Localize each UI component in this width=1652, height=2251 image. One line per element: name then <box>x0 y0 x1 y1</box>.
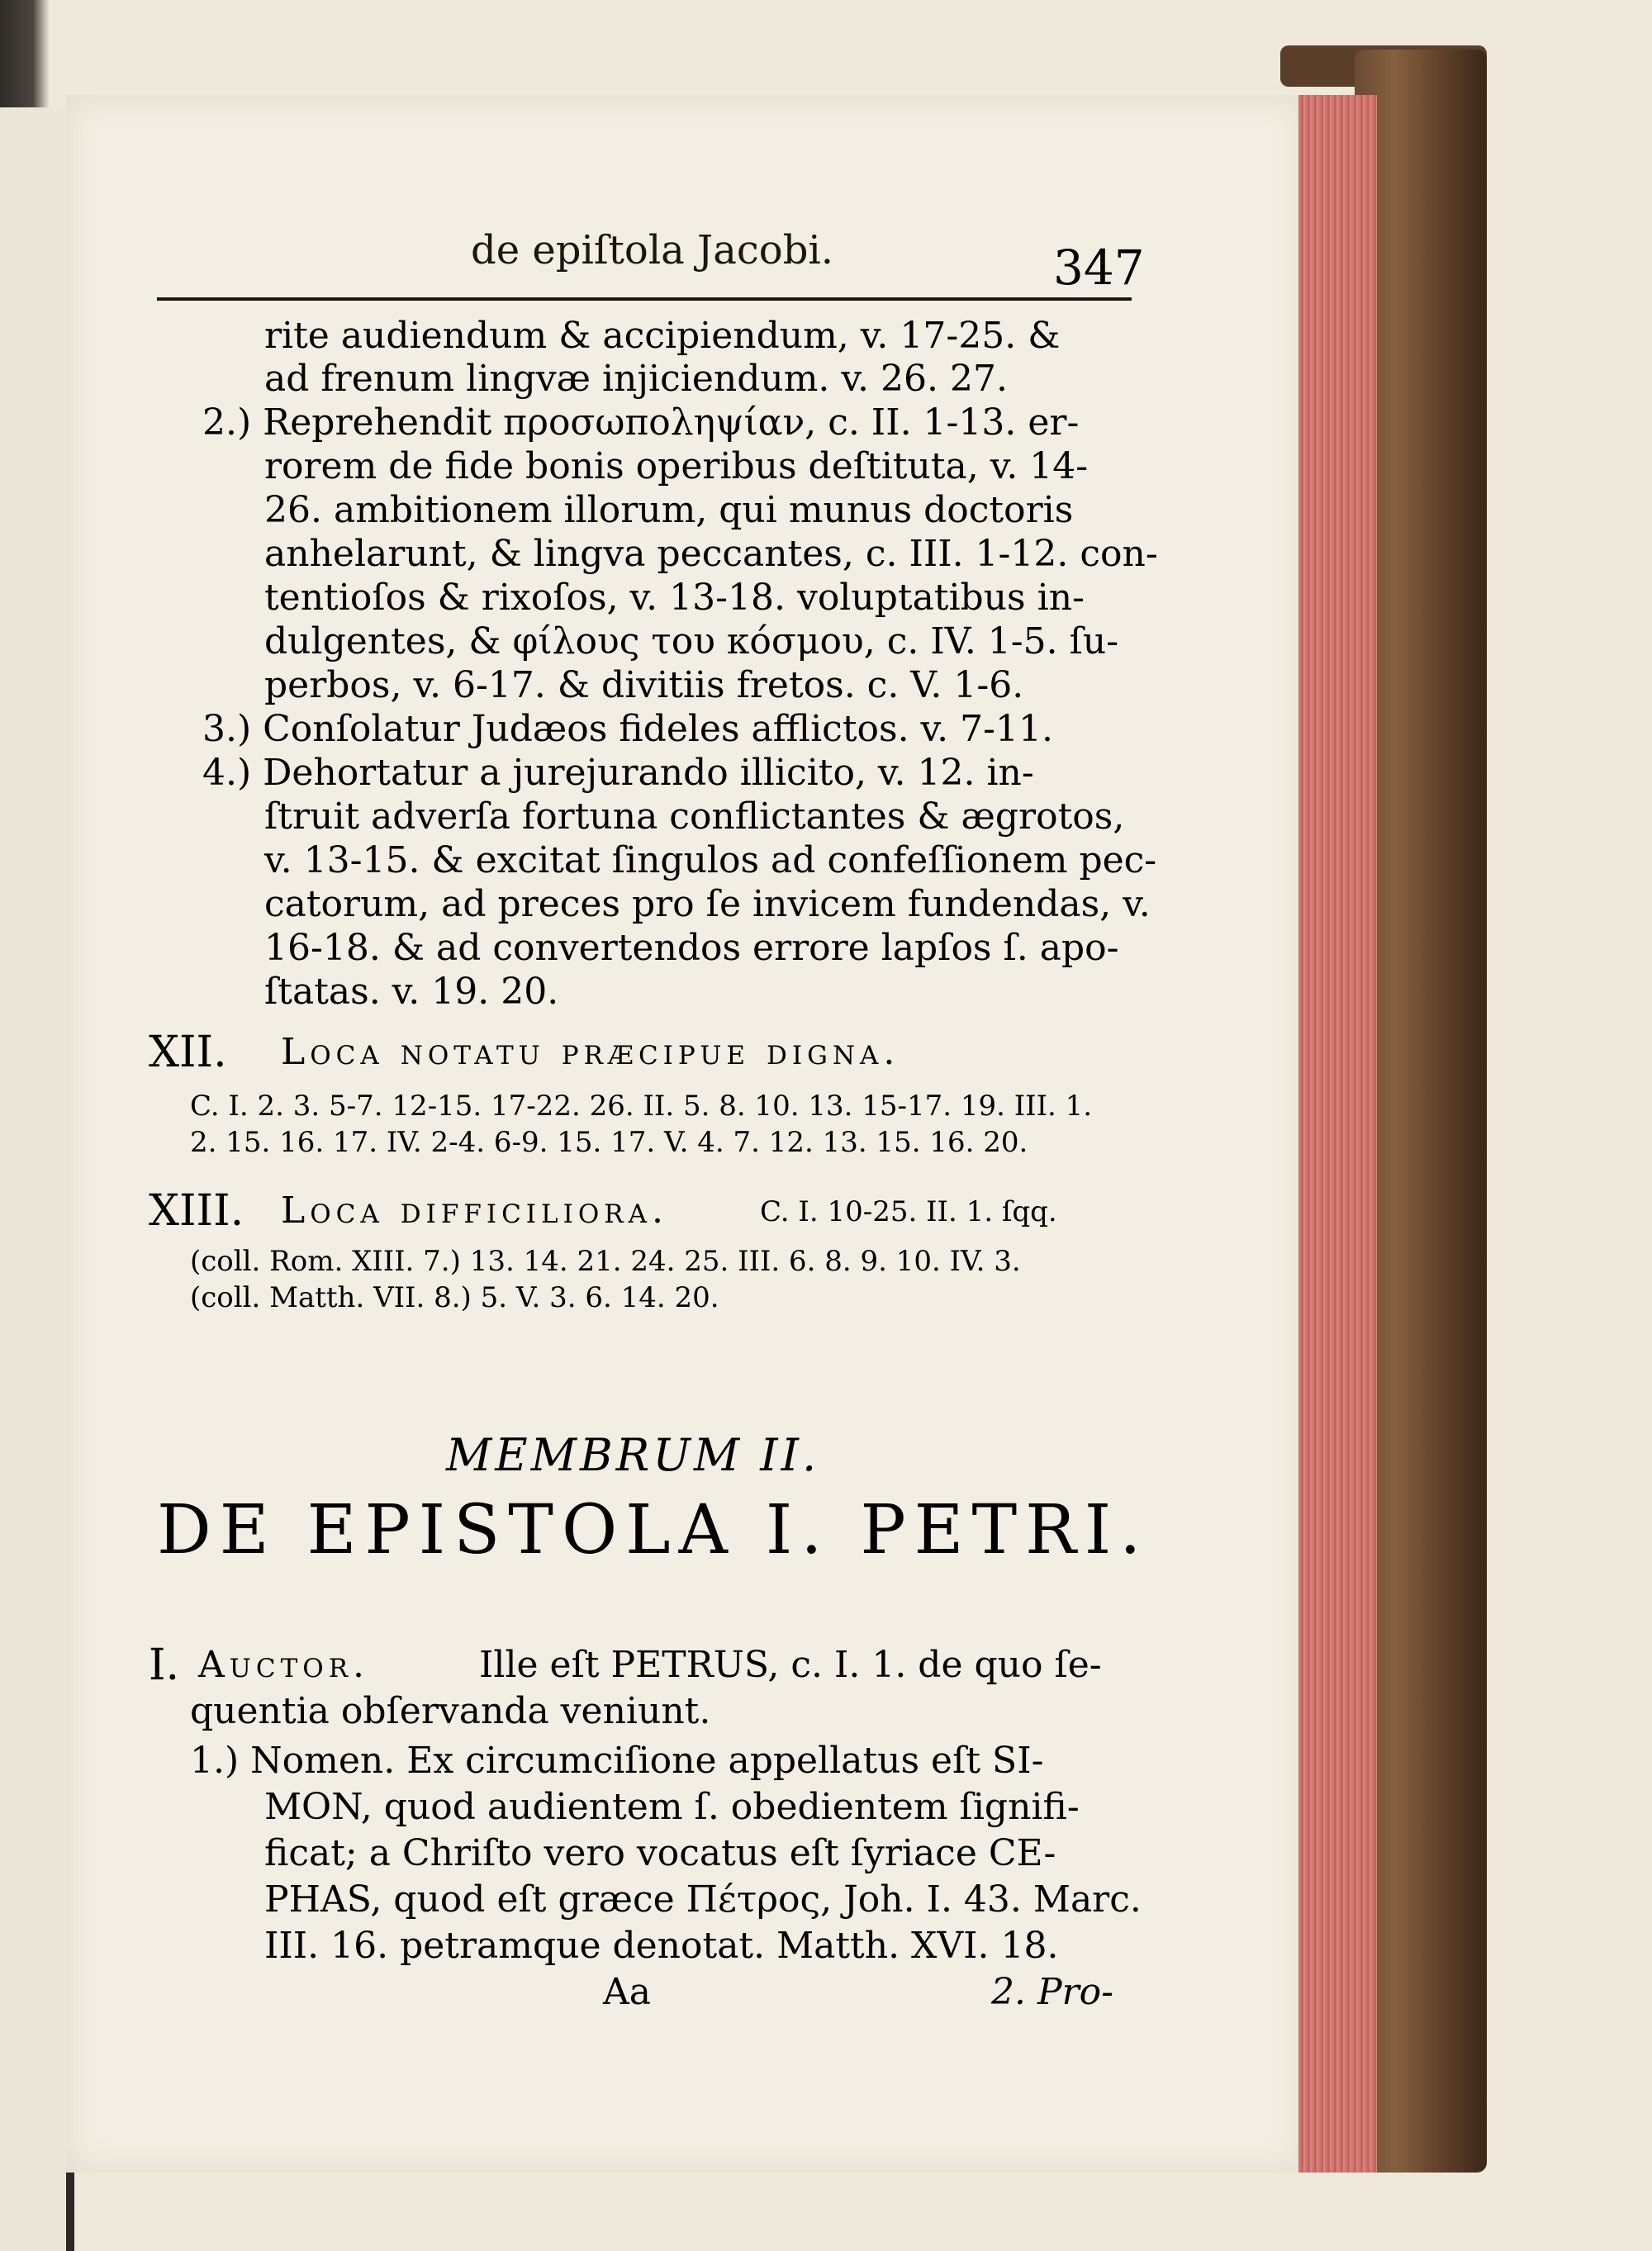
body-line: tentioſos & rixoſos, v. 13-18. voluptatibus in- <box>264 577 1085 619</box>
membrum-heading: MEMBRUM II. <box>446 1429 820 1481</box>
body-line: MON, quod audientem ſ. obedientem ſignifi- <box>264 1786 1080 1828</box>
red-page-edge <box>1298 95 1377 2173</box>
page-number: 347 <box>1053 240 1145 296</box>
body-line: ſtruit adverſa fortuna conflictantes & ægrotos, <box>264 795 1125 838</box>
section-numeral: XII. <box>149 1028 227 1077</box>
section-heading: Auctor. <box>198 1644 370 1686</box>
body-line: ad frenum lingvæ injiciendum. v. 26. 27. <box>264 358 1008 400</box>
section-numeral: XIII. <box>149 1186 244 1236</box>
body-line: PHAS, quod eſt græce Πέτρος, Joh. I. 43. Marc. <box>264 1878 1142 1921</box>
body-line: ficat; a Chriſto vero vocatus eſt ſyriace CE- <box>264 1832 1056 1874</box>
body-line: anhelarunt, & lingva peccantes, c. III. 1-12. con- <box>264 533 1158 575</box>
body-line: Ille eſt PETRUS, c. I. 1. de quo ſe- <box>479 1644 1102 1686</box>
running-head: de epiſtola Jacobi. <box>471 227 834 273</box>
body-line: 1.) Nomen. Ex circumciſione appellatus eſt SI- <box>190 1740 1044 1782</box>
head-rule <box>157 297 1132 301</box>
body-line: 16-18. & ad convertendos errore lapſos ſ. apo- <box>264 927 1119 969</box>
catchword: 2. Pro- <box>991 1971 1113 2013</box>
reference-line: 2. 15. 16. 17. IV. 2-4. 6-9. 15. 17. V. 4. 7. 12. 13. 15. 16. 20. <box>190 1126 1028 1159</box>
body-line: 3.) Conſolatur Judæos fideles afflictos. v. 7-11. <box>202 708 1053 750</box>
body-line: rorem de fide bonis operibus deſtituta, v. 14- <box>264 445 1089 487</box>
body-line: rite audiendum & accipiendum, v. 17-25. & <box>264 315 1061 357</box>
section-numeral: I. <box>149 1641 180 1690</box>
section-heading: Loca difficiliora. <box>281 1190 669 1232</box>
body-line: 2.) Reprehendit προσωποληψίαν, c. II. 1-13. er- <box>202 401 1080 444</box>
body-line: quentia obſervanda veniunt. <box>190 1690 711 1732</box>
signature-mark: Aa <box>603 1971 652 2013</box>
body-line: 4.) Dehortatur a jurejurando illicito, v. 12. in- <box>202 752 1034 794</box>
reference-line: (coll. Matth. VII. 8.) 5. V. 3. 6. 14. 20. <box>190 1281 719 1314</box>
body-line: III. 16. petramque denotat. Matth. XVI. 18. <box>264 1925 1059 1967</box>
section-heading: Loca notatu præcipue digna. <box>281 1031 900 1073</box>
body-line: perbos, v. 6-17. & divitiis fretos. c. V. 1-6. <box>264 664 1024 706</box>
body-line: ſtatas. v. 19. 20. <box>264 971 559 1013</box>
chapter-title: DE EPISTOLA I. PETRI. <box>157 1491 1150 1570</box>
left-page-edge <box>0 107 74 2251</box>
reference-line: C. I. 2. 3. 5-7. 12-15. 17-22. 26. II. 5. 8. 10. 13. 15-17. 19. III. 1. <box>190 1090 1093 1123</box>
reference-line: (coll. Rom. XIII. 7.) 13. 14. 21. 24. 25. III. 6. 8. 9. 10. IV. 3. <box>190 1245 1021 1278</box>
reference-line: C. I. 10-25. II. 1. ſqq. <box>760 1195 1057 1228</box>
body-line: dulgentes, & φίλους του κόσμου, c. IV. 1-5. ſu- <box>264 620 1119 662</box>
body-line: 26. ambitionem illorum, qui munus doctoris <box>264 489 1074 531</box>
body-line: catorum, ad preces pro ſe invicem fundendas, v. <box>264 883 1151 925</box>
body-line: v. 13-15. & excitat ſingulos ad confeſſionem pec- <box>264 839 1157 881</box>
